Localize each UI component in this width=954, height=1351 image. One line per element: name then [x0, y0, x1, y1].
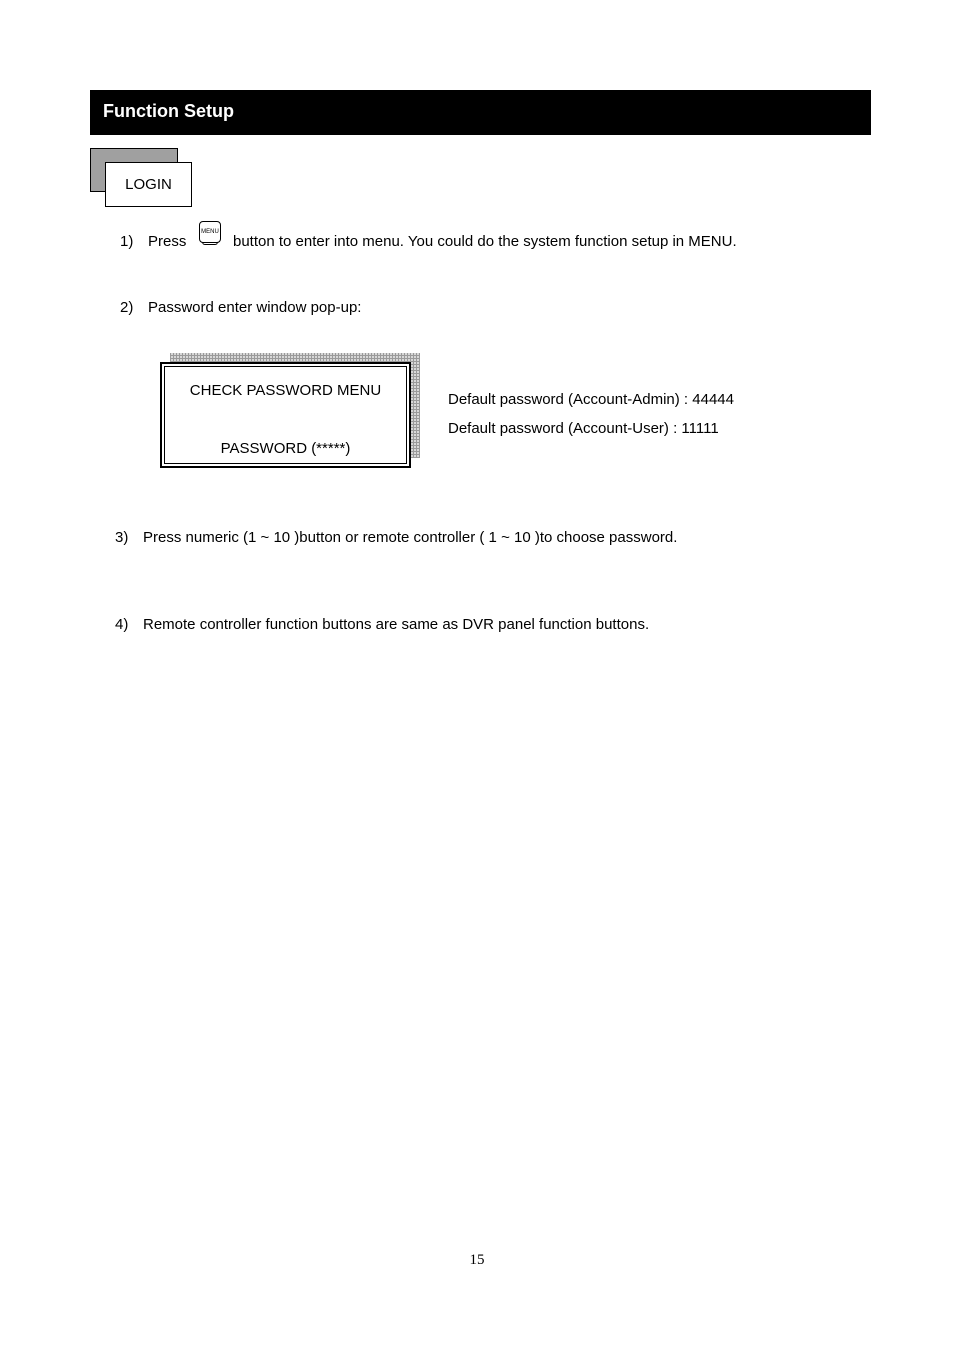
step-3-text: Press numeric (1 ~ 10 )button or remote controller ( 1 ~ 10 )to choose password. [143, 529, 678, 546]
section-title: Function Setup [103, 101, 234, 121]
password-window-title: CHECK PASSWORD MENU [189, 382, 382, 399]
password-window [160, 362, 411, 468]
menu-key-icon [199, 221, 221, 243]
step-1 [120, 233, 820, 253]
menu-key-label: MENU [201, 229, 219, 235]
page-number: 15 [469, 1252, 485, 1268]
password-window-inner-frame [164, 366, 407, 464]
step-4 [115, 616, 815, 636]
default-password-user: Default password (Account-User) : 11111 [448, 420, 719, 437]
step-2 [120, 299, 520, 319]
step-3 [115, 529, 815, 549]
login-label-box [105, 162, 192, 207]
step-2-number: 2) [120, 299, 134, 316]
step-4-number: 4) [115, 616, 129, 633]
step-4-text: Remote controller function buttons are same as DVR panel function buttons. [143, 616, 650, 633]
section-header-bar [90, 90, 871, 135]
step-2-text: Password enter window pop-up: [148, 299, 362, 316]
step-1-number: 1) [120, 233, 134, 250]
step-3-number: 3) [115, 529, 129, 546]
password-field: PASSWORD (*****) [220, 440, 351, 457]
step-1-text-after: button to enter into menu. You could do the system function setup in MENU. [233, 233, 737, 250]
default-password-admin: Default password (Account-Admin) : 44444 [448, 391, 734, 408]
login-label: LOGIN [125, 176, 172, 193]
step-1-text-before: Press [148, 233, 187, 250]
